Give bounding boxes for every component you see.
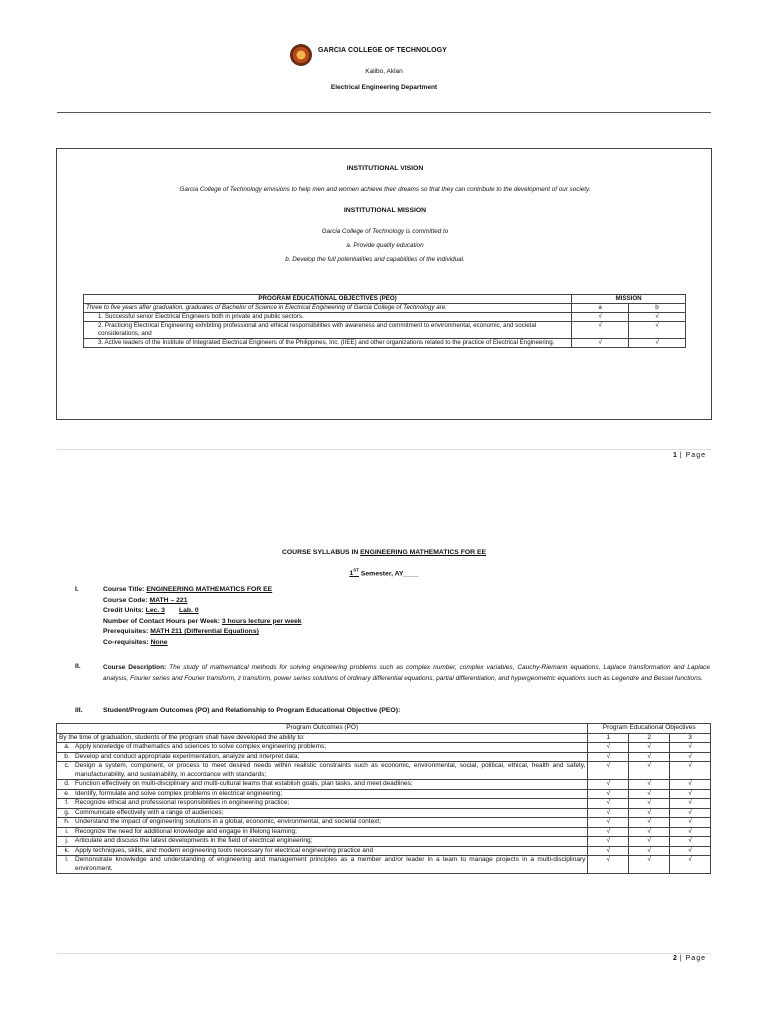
po-text: Recognize ethical and professional responsibilities in engineering practice; bbox=[75, 799, 290, 806]
po-row bbox=[57, 837, 711, 847]
po-mark: √ bbox=[629, 856, 670, 874]
po-row bbox=[57, 743, 711, 753]
section-3-title: Student/Program Outcomes (PO) and Relationship to Program Educational Objective (PEO): bbox=[103, 707, 401, 714]
contact-value: 3 hours lecture per week bbox=[221, 617, 302, 625]
page-number: 1 bbox=[673, 452, 677, 459]
header-divider bbox=[57, 112, 711, 113]
semester-sup: ST bbox=[353, 568, 359, 573]
prereq-label: Prerequisites: bbox=[103, 628, 151, 635]
po-mark: √ bbox=[629, 762, 670, 780]
po-header-row bbox=[57, 724, 711, 734]
po-text: Articulate and discuss the latest developments in the field of electrical engineering; bbox=[75, 837, 313, 844]
mission-item-a: a. Provide quality education bbox=[346, 242, 424, 249]
po-mark: √ bbox=[588, 743, 629, 753]
po-mark: √ bbox=[588, 808, 629, 818]
credit-lab: Lab. 0 bbox=[178, 607, 199, 614]
po-mark: √ bbox=[629, 818, 670, 828]
po-text: Function effectively on multi-disciplinary and multi-cultural teams that establish goals, plan tasks, and meet deadlines; bbox=[75, 780, 413, 787]
peo-text: 2. Practicing Electrical Engineering exhibiting professional and ethical responsibilities with awareness and commitment to environmental, economic, and societal considerations, and bbox=[84, 322, 572, 339]
po-header: Program Outcomes (PO) bbox=[57, 724, 588, 734]
coreq-label: Co-requisites: bbox=[103, 638, 151, 646]
course-title-line bbox=[103, 585, 302, 596]
po-text: Apply knowledge of mathematics and sciences to solve complex engineering problems; bbox=[75, 743, 327, 750]
po-mark: √ bbox=[670, 752, 711, 762]
college-location: Kalibo, Aklan bbox=[365, 68, 403, 75]
po-mark: √ bbox=[629, 743, 670, 753]
peo-row bbox=[84, 339, 686, 348]
po-row bbox=[57, 780, 711, 790]
po-text: Identify, formulate and solve complex problems in electrical engineering; bbox=[75, 789, 283, 797]
section-3-number: III. bbox=[75, 707, 83, 714]
po-mark: √ bbox=[670, 837, 711, 847]
peo-intro: Three to five years after graduation, graduates of Bachelor of Science in Electrical Engineering of Garcia College of Technology are: bbox=[84, 304, 572, 313]
po-text: Communicate effectively with a range of audiences; bbox=[75, 808, 224, 816]
po-row bbox=[57, 818, 711, 828]
po-row bbox=[57, 827, 711, 837]
peo-row bbox=[84, 322, 686, 339]
peo-header: PROGRAM EDUCATIONAL OBJECTIVES (PEO) bbox=[84, 295, 572, 304]
course-code-line bbox=[103, 596, 302, 607]
mission-col-a: a bbox=[572, 304, 629, 313]
po-mark: √ bbox=[670, 762, 711, 780]
po-row bbox=[57, 789, 711, 799]
contact-label: Number of Contact Hours per Week: bbox=[103, 617, 222, 625]
po-row bbox=[57, 799, 711, 809]
college-name: GARCIA COLLEGE OF TECHNOLOGY bbox=[318, 47, 447, 54]
po-mark: √ bbox=[670, 799, 711, 809]
po-mark: √ bbox=[629, 780, 670, 790]
po-text: Understand the impact of engineering solutions in a global, economic, environmental, and societal context; bbox=[75, 818, 382, 825]
po-mark: √ bbox=[629, 808, 670, 818]
page-label: Page bbox=[685, 452, 706, 459]
po-mark: √ bbox=[670, 856, 711, 874]
vision-mission-box bbox=[56, 148, 712, 420]
po-mark: √ bbox=[670, 818, 711, 828]
department-name: Electrical Engineering Department bbox=[330, 84, 438, 91]
po-letter: b. bbox=[64, 752, 70, 760]
po-letter: k. bbox=[64, 846, 70, 854]
credit-label: Credit Units: bbox=[103, 607, 146, 614]
peo-text: 1. Successful senior Electrical Engineers both in private and public sectors. bbox=[84, 313, 572, 322]
po-mark: √ bbox=[670, 780, 711, 790]
po-mark: √ bbox=[629, 837, 670, 847]
mission-title: INSTITUTIONAL MISSION bbox=[343, 207, 427, 214]
po-letter: f. bbox=[65, 799, 69, 806]
po-mark: √ bbox=[670, 846, 711, 856]
po-mark: √ bbox=[670, 743, 711, 753]
peo-row bbox=[84, 313, 686, 322]
semester-rest: Semester, AY____ bbox=[358, 570, 419, 578]
coreq-value: None bbox=[150, 638, 168, 646]
po-row bbox=[57, 846, 711, 856]
peo-col-3: 3 bbox=[670, 733, 711, 743]
course-code-value: MATH – 221 bbox=[149, 596, 188, 604]
peo-text: 3. Active leaders of the Institute of Integrated Electrical Engineers of the Philippines, Inc. (IIEE) and other organizations related to the practice of Electrical Engineering. bbox=[84, 339, 572, 348]
po-mark: √ bbox=[629, 752, 670, 762]
corequisites-line bbox=[103, 638, 302, 649]
course-description bbox=[103, 662, 710, 684]
peo-col-1: 1 bbox=[588, 733, 629, 743]
po-mark: √ bbox=[670, 789, 711, 799]
po-peo-table bbox=[56, 723, 711, 874]
peo-mark-a: √ bbox=[572, 339, 629, 348]
po-mark: √ bbox=[670, 827, 711, 837]
po-mark: √ bbox=[588, 827, 629, 837]
credit-units-line bbox=[103, 606, 302, 617]
po-text: Apply techniques, skills, and modern engineering tools necessary for electrical engineering practice and bbox=[75, 846, 374, 854]
course-info bbox=[103, 585, 302, 648]
page-label: Page bbox=[685, 955, 706, 962]
course-title-label: Course Title: bbox=[103, 586, 147, 593]
peo-mark-a: √ bbox=[572, 322, 629, 339]
mission-header: MISSION bbox=[572, 295, 686, 304]
po-mark: √ bbox=[588, 762, 629, 780]
po-row bbox=[57, 752, 711, 762]
course-title-value: ENGINEERING MATHEMATICS FOR EE bbox=[146, 586, 273, 593]
po-mark: √ bbox=[588, 789, 629, 799]
mission-item-b: b. Develop the full potentialities and capabilities of the individual. bbox=[285, 256, 465, 263]
peo-mission-table bbox=[83, 294, 686, 348]
po-letter: g. bbox=[64, 808, 70, 816]
prerequisites-line bbox=[103, 627, 302, 638]
po-letter: h. bbox=[64, 818, 70, 825]
po-mark: √ bbox=[670, 808, 711, 818]
section-2-number: II. bbox=[75, 663, 81, 670]
credit-lec: Lec. 3 bbox=[145, 607, 165, 614]
section-1-number: I. bbox=[75, 586, 79, 593]
po-letter: c. bbox=[64, 762, 70, 769]
footer-divider bbox=[57, 953, 711, 954]
po-mark: √ bbox=[629, 827, 670, 837]
po-mark: √ bbox=[588, 837, 629, 847]
vision-title: INSTITUTIONAL VISION bbox=[346, 165, 424, 172]
po-letter: d. bbox=[64, 780, 70, 787]
prereq-value: MATH 211 (Differential Equations) bbox=[150, 628, 259, 635]
po-mark: √ bbox=[588, 799, 629, 809]
page-separator: | bbox=[676, 452, 686, 459]
peo-objectives-header: Program Educational Objectives bbox=[588, 724, 711, 734]
peo-mark-b: √ bbox=[629, 322, 686, 339]
po-mark: √ bbox=[588, 780, 629, 790]
po-letter: a. bbox=[64, 743, 70, 750]
po-row bbox=[57, 762, 711, 780]
po-letter: i. bbox=[65, 827, 69, 835]
po-mark: √ bbox=[629, 789, 670, 799]
college-seal-logo bbox=[290, 44, 312, 66]
syllabus-title bbox=[0, 549, 768, 556]
po-letter: j. bbox=[65, 837, 69, 844]
po-intro: By the time of graduation, students of the program shall have developed the ability to: bbox=[57, 733, 588, 743]
po-row bbox=[57, 808, 711, 818]
po-text: Develop and conduct appropriate experimentation, analyze and interpret data; bbox=[75, 752, 300, 760]
peo-intro-row bbox=[84, 304, 686, 313]
po-mark: √ bbox=[629, 799, 670, 809]
mission-intro: Garcia College of Technology is committed to bbox=[321, 228, 449, 235]
peo-mark-b: √ bbox=[629, 313, 686, 322]
po-letter: l. bbox=[65, 856, 69, 863]
peo-header-row bbox=[84, 295, 686, 304]
po-mark: √ bbox=[588, 856, 629, 874]
peo-mark-b: √ bbox=[629, 339, 686, 348]
page-number: 2 bbox=[673, 955, 677, 962]
po-mark: √ bbox=[588, 846, 629, 856]
page-separator: | bbox=[676, 955, 686, 962]
syllabus-title-prefix: COURSE SYLLABUS IN bbox=[281, 549, 361, 556]
po-letter: e. bbox=[64, 789, 70, 797]
po-text: Design a system, component, or process to meet desired needs within realistic constraints such as economic, environmental, social, political, ethical, health and safety, manufacturability, and sustainability, in accordance with standards; bbox=[75, 762, 586, 778]
footer-divider bbox=[57, 449, 711, 450]
page-footer-2 bbox=[673, 955, 706, 962]
page-footer-1 bbox=[673, 452, 706, 459]
semester-num: 1 bbox=[349, 570, 354, 578]
po-mark: √ bbox=[588, 752, 629, 762]
course-description-text: The study of mathematical methods for solving engineering problems such as complex number, complex variables, Cauchy-Riemann equations, Laplace transformation and Laplace analysis, Fourier series and Fourier transform, z transform, power series solutions of ordinary differential equations, partial differentiation, and hypergeometric equations such as Legendre and Bessel functions. bbox=[103, 664, 710, 682]
contact-hours-line bbox=[103, 617, 302, 628]
course-code-label: Course Code: bbox=[103, 596, 150, 604]
semester-line bbox=[0, 568, 768, 577]
po-row bbox=[57, 856, 711, 874]
syllabus-title-course: ENGINEERING MATHEMATICS FOR EE bbox=[360, 549, 487, 556]
mission-col-b: b bbox=[629, 304, 686, 313]
po-mark: √ bbox=[629, 846, 670, 856]
po-intro-row bbox=[57, 733, 711, 743]
vision-text: Garcia College of Technology envisions to help men and women achieve their dreams so that they can contribute to the development of our society. bbox=[179, 186, 591, 193]
po-text: Recognize the need for additional knowledge and engage in lifelong learning; bbox=[75, 827, 297, 835]
po-text: Demonstrate knowledge and understanding of engineering and management principles as a member and/or leader in a team to manage projects in a multi-disciplinary environment. bbox=[75, 856, 586, 872]
peo-mark-a: √ bbox=[572, 313, 629, 322]
po-mark: √ bbox=[588, 818, 629, 828]
peo-col-2: 2 bbox=[629, 733, 670, 743]
course-description-label: Course Description: bbox=[103, 664, 170, 671]
